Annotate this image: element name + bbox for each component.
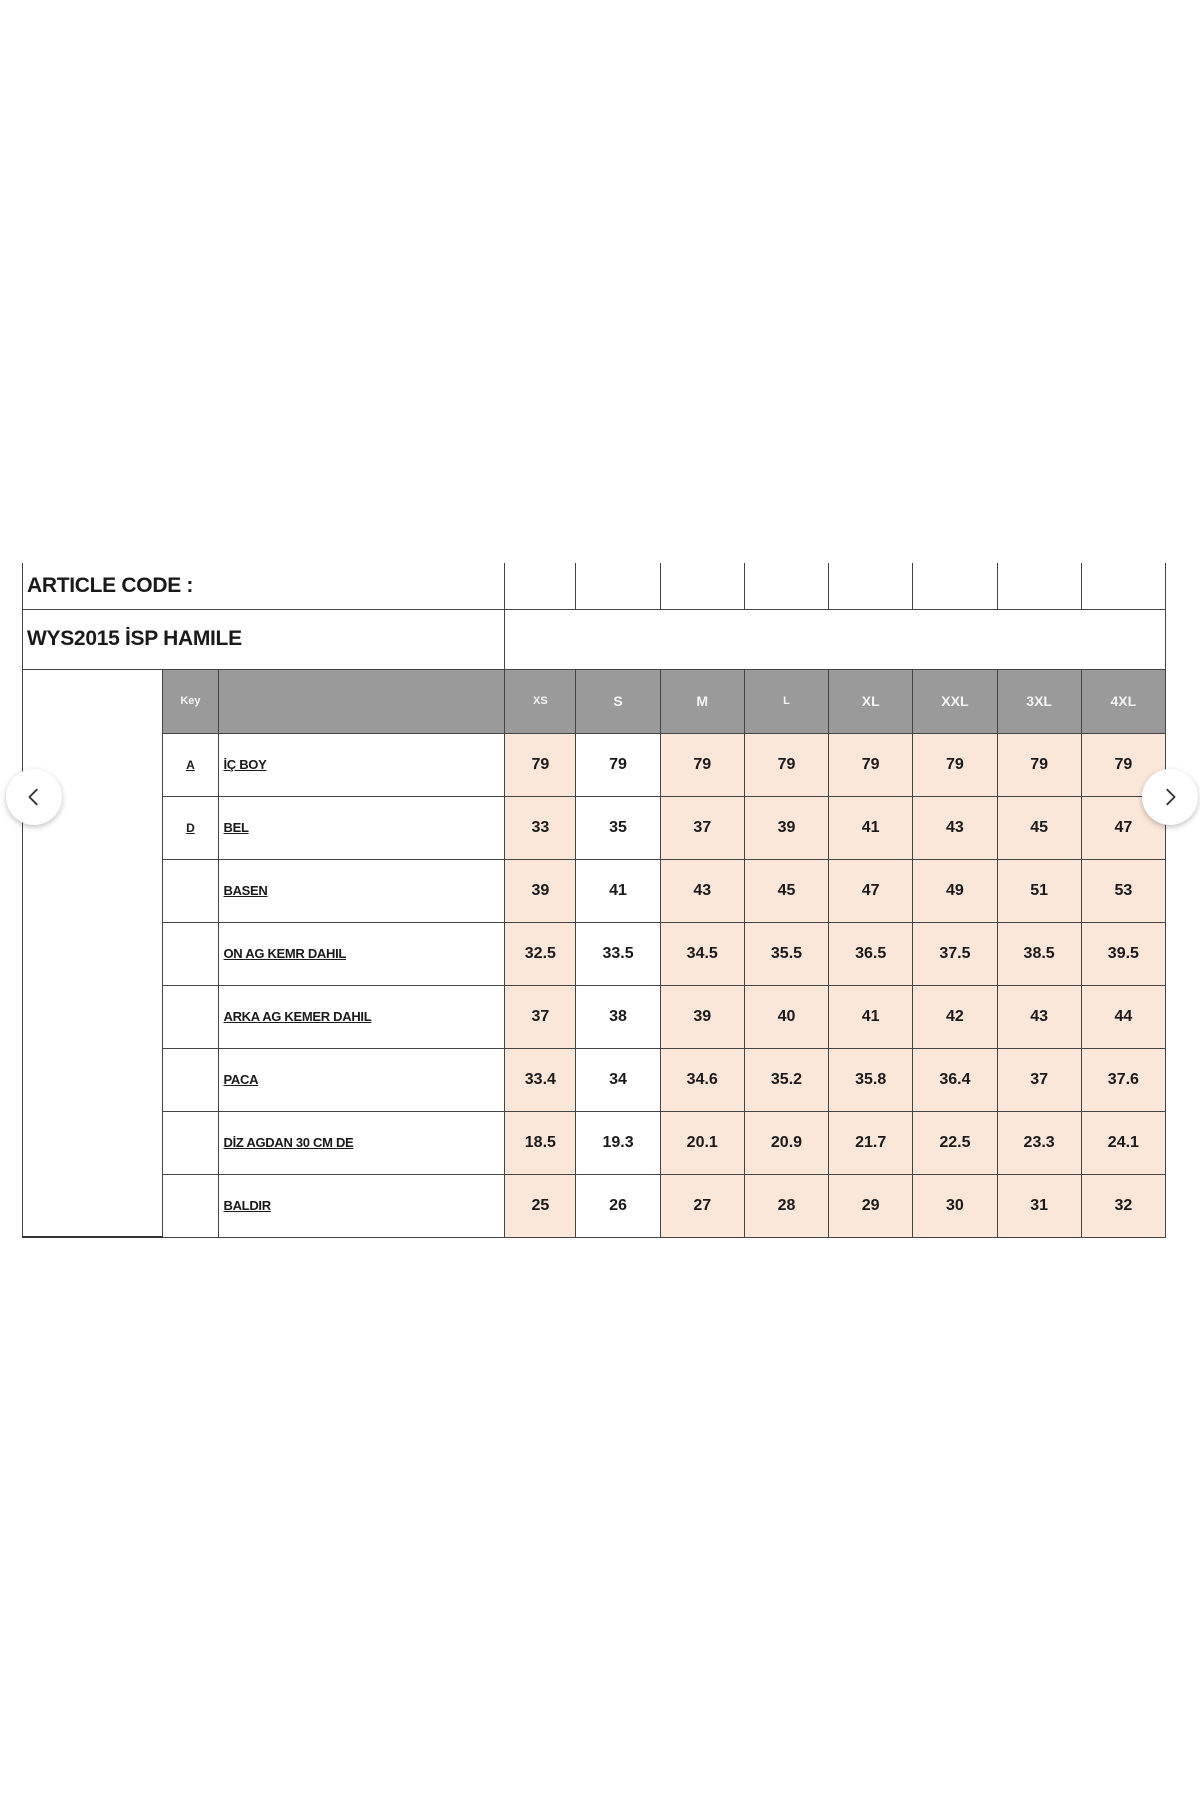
row-key <box>163 922 218 985</box>
article-name-row <box>23 609 1166 669</box>
row-value-3xl: 51 <box>997 859 1081 922</box>
row-measure-name: ON AG KEMR DAHIL <box>218 922 505 985</box>
row-value-xs: 39 <box>505 859 576 922</box>
row-value-xxl: 30 <box>913 1174 997 1237</box>
row-value-xxl: 79 <box>913 733 997 796</box>
row-measure-name: BEL <box>218 796 505 859</box>
row-value-xxl: 43 <box>913 796 997 859</box>
row-value-m: 27 <box>660 1174 744 1237</box>
row-measure-name: DİZ AGDAN 30 CM DE <box>218 1111 505 1174</box>
row-value-xs: 37 <box>505 985 576 1048</box>
row-value-xl: 47 <box>829 859 913 922</box>
row-value-4xl: 24.1 <box>1081 1111 1165 1174</box>
size-header-s: S <box>576 669 660 733</box>
empty-cell <box>997 563 1081 609</box>
row-value-3xl: 45 <box>997 796 1081 859</box>
size-chart-table <box>22 563 1166 1238</box>
row-value-4xl: 79 <box>1081 733 1165 796</box>
row-value-xl: 41 <box>829 985 913 1048</box>
row-value-xxl: 22.5 <box>913 1111 997 1174</box>
empty-cell <box>829 563 913 609</box>
table-row <box>23 796 1166 859</box>
row-measure-name: BASEN <box>218 859 505 922</box>
row-value-4xl: 32 <box>1081 1174 1165 1237</box>
row-value-xs: 32.5 <box>505 922 576 985</box>
row-value-m: 43 <box>660 859 744 922</box>
empty-cell <box>576 563 660 609</box>
previous-image-button[interactable] <box>6 769 62 825</box>
row-value-xs: 33 <box>505 796 576 859</box>
row-value-3xl: 31 <box>997 1174 1081 1237</box>
row-value-l: 20.9 <box>744 1111 828 1174</box>
row-value-xs: 25 <box>505 1174 576 1237</box>
row-value-xl: 29 <box>829 1174 913 1237</box>
size-header-4xl: 4XL <box>1081 669 1165 733</box>
row-measure-name: ARKA AG KEMER DAHIL <box>218 985 505 1048</box>
row-value-4xl: 37.6 <box>1081 1048 1165 1111</box>
row-value-l: 45 <box>744 859 828 922</box>
row-value-l: 35.2 <box>744 1048 828 1111</box>
measure-name-header <box>218 669 505 733</box>
size-header-m: M <box>660 669 744 733</box>
row-value-xs: 18.5 <box>505 1111 576 1174</box>
blank-left-panel <box>23 669 163 1237</box>
row-value-m: 79 <box>660 733 744 796</box>
row-value-s: 19.3 <box>576 1111 660 1174</box>
table-row <box>23 922 1166 985</box>
row-value-m: 39 <box>660 985 744 1048</box>
row-value-s: 34 <box>576 1048 660 1111</box>
chevron-right-icon <box>1159 786 1181 808</box>
row-key <box>163 1048 218 1111</box>
size-header-xl: XL <box>829 669 913 733</box>
row-value-m: 34.6 <box>660 1048 744 1111</box>
key-header: Key <box>163 669 218 733</box>
row-value-s: 26 <box>576 1174 660 1237</box>
row-key: A <box>163 733 218 796</box>
row-value-xs: 79 <box>505 733 576 796</box>
row-value-3xl: 23.3 <box>997 1111 1081 1174</box>
row-key <box>163 1174 218 1237</box>
row-value-xl: 35.8 <box>829 1048 913 1111</box>
table-row <box>23 985 1166 1048</box>
row-value-3xl: 37 <box>997 1048 1081 1111</box>
empty-cell <box>660 563 744 609</box>
row-value-4xl: 47 <box>1081 796 1165 859</box>
row-key <box>163 985 218 1048</box>
row-value-m: 20.1 <box>660 1111 744 1174</box>
row-value-l: 39 <box>744 796 828 859</box>
row-measure-name: BALDIR <box>218 1174 505 1237</box>
empty-cell <box>913 563 997 609</box>
next-image-button[interactable] <box>1142 769 1198 825</box>
row-value-xl: 36.5 <box>829 922 913 985</box>
row-value-m: 37 <box>660 796 744 859</box>
empty-cell <box>505 563 576 609</box>
row-value-s: 41 <box>576 859 660 922</box>
row-value-xl: 21.7 <box>829 1111 913 1174</box>
row-value-3xl: 43 <box>997 985 1081 1048</box>
table-row <box>23 1111 1166 1174</box>
row-value-l: 35.5 <box>744 922 828 985</box>
row-value-xl: 41 <box>829 796 913 859</box>
article-code-label: ARTICLE CODE : <box>23 563 505 609</box>
row-value-s: 35 <box>576 796 660 859</box>
row-key: D <box>163 796 218 859</box>
row-value-xxl: 49 <box>913 859 997 922</box>
row-value-4xl: 39.5 <box>1081 922 1165 985</box>
size-header-xxl: XXL <box>913 669 997 733</box>
table-row <box>23 1048 1166 1111</box>
size-header-xs: XS <box>505 669 576 733</box>
row-value-xxl: 36.4 <box>913 1048 997 1111</box>
row-key <box>163 859 218 922</box>
row-value-s: 33.5 <box>576 922 660 985</box>
table-row <box>23 1174 1166 1237</box>
article-name: WYS2015 İSP HAMILE <box>23 609 505 669</box>
row-value-3xl: 79 <box>997 733 1081 796</box>
row-measure-name: İÇ BOY <box>218 733 505 796</box>
row-key <box>163 1111 218 1174</box>
empty-cell <box>505 609 1166 669</box>
row-value-xs: 33.4 <box>505 1048 576 1111</box>
empty-cell <box>1081 563 1165 609</box>
row-value-s: 79 <box>576 733 660 796</box>
row-value-xl: 79 <box>829 733 913 796</box>
size-header-row <box>23 669 1166 733</box>
table-row <box>23 733 1166 796</box>
table-row <box>23 859 1166 922</box>
row-value-xxl: 37.5 <box>913 922 997 985</box>
row-value-3xl: 38.5 <box>997 922 1081 985</box>
row-value-4xl: 44 <box>1081 985 1165 1048</box>
chevron-left-icon <box>23 786 45 808</box>
size-header-l: L <box>744 669 828 733</box>
empty-cell <box>744 563 828 609</box>
row-value-m: 34.5 <box>660 922 744 985</box>
row-measure-name: PACA <box>218 1048 505 1111</box>
row-value-xxl: 42 <box>913 985 997 1048</box>
row-value-l: 28 <box>744 1174 828 1237</box>
row-value-4xl: 53 <box>1081 859 1165 922</box>
size-header-3xl: 3XL <box>997 669 1081 733</box>
row-value-l: 40 <box>744 985 828 1048</box>
row-value-l: 79 <box>744 733 828 796</box>
article-code-row <box>23 563 1166 609</box>
row-value-s: 38 <box>576 985 660 1048</box>
